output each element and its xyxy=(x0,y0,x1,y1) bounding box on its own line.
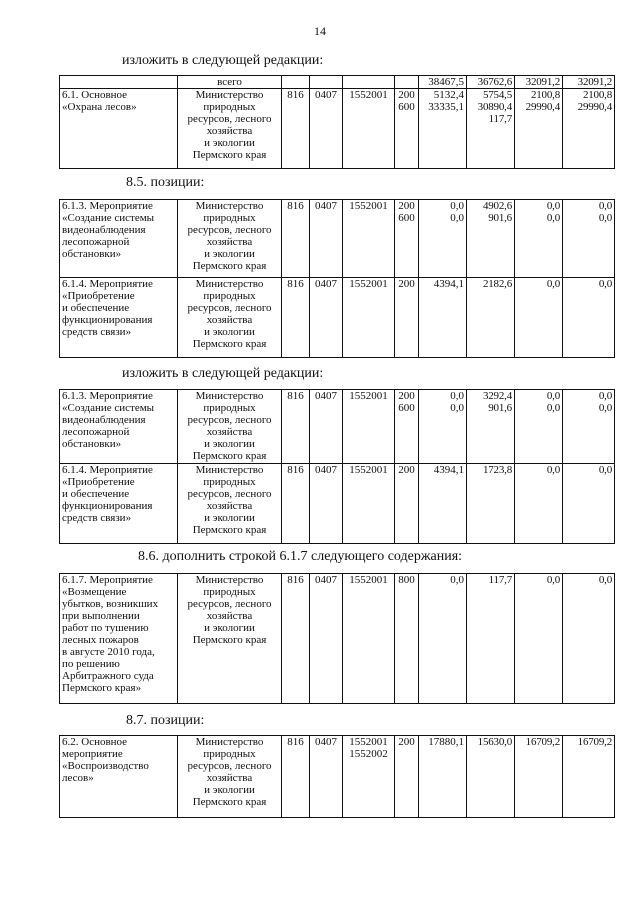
expense-type-cell: 200 xyxy=(395,464,419,544)
section-code-cell: 0407 xyxy=(310,89,343,169)
amount-cell-3: 0,0 0,0 xyxy=(515,390,563,464)
budget-table xyxy=(59,573,615,704)
amount-cell-3: 16709,2 xyxy=(515,736,563,818)
amount-cell-2: 1723,8 xyxy=(467,464,515,544)
executor-cell: Министерство природных ресурсов, лесного хозяйства и экологии Пермского края xyxy=(178,278,282,358)
amount-cell-1: 4394,1 xyxy=(419,464,467,544)
executor-cell: Министерство природных ресурсов, лесного хозяйства и экологии Пермского края xyxy=(178,390,282,464)
amount-cell-1: 4394,1 xyxy=(419,278,467,358)
target-article-cell: 1552001 xyxy=(343,464,395,544)
budget-table xyxy=(59,75,615,169)
page-number: 14 xyxy=(314,24,326,38)
grbs-code-cell: 816 xyxy=(282,574,310,704)
executor-cell: Министерство природных ресурсов, лесного хозяйства и экологии Пермского края xyxy=(178,89,282,169)
section-heading: изложить в следующей редакции: xyxy=(122,366,324,381)
executor-cell: Министерство природных ресурсов, лесного хозяйства и экологии Пермского края xyxy=(178,574,282,704)
amount-cell-4: 0,0 xyxy=(563,278,615,358)
section-code-cell: 0407 xyxy=(310,200,343,278)
measure-name-cell: 6.1.4. Мероприятие «Приобретение и обеспечение функционирования средств связи» xyxy=(60,278,178,358)
target-article-cell: 1552001 xyxy=(343,574,395,704)
grbs-code-cell: 816 xyxy=(282,736,310,818)
table-row xyxy=(60,736,615,818)
amount-cell-3: 0,0 0,0 xyxy=(515,200,563,278)
measure-name-cell: 6.1.3. Мероприятие «Создание системы видеонаблюдения лесопожарной обстановки» xyxy=(60,200,178,278)
target-article-cell xyxy=(343,76,395,89)
measure-name-cell: 6.1.3. Мероприятие «Создание системы видеонаблюдения лесопожарной обстановки» xyxy=(60,390,178,464)
measure-name-cell: 6.2. Основное мероприятие «Воспроизводство лесов» xyxy=(60,736,178,818)
budget-table xyxy=(59,735,615,818)
amount-cell-3: 32091,2 xyxy=(515,76,563,89)
grbs-code-cell: 816 xyxy=(282,278,310,358)
section-heading: 8.6. дополнить строкой 6.1.7 следующего содержания: xyxy=(138,549,463,564)
grbs-code-cell: 816 xyxy=(282,464,310,544)
executor-cell: всего xyxy=(178,76,282,89)
amount-cell-4: 0,0 xyxy=(563,574,615,704)
table-row xyxy=(60,200,615,278)
amount-cell-1: 38467,5 xyxy=(419,76,467,89)
amount-cell-3: 0,0 xyxy=(515,464,563,544)
target-article-cell: 1552001 xyxy=(343,390,395,464)
section-heading: 8.5. позиции: xyxy=(126,175,205,190)
target-article-cell: 1552001 xyxy=(343,278,395,358)
section-code-cell: 0407 xyxy=(310,574,343,704)
section-code-cell xyxy=(310,76,343,89)
expense-type-cell: 200 600 xyxy=(395,390,419,464)
amount-cell-3: 0,0 xyxy=(515,574,563,704)
section-code-cell: 0407 xyxy=(310,390,343,464)
amount-cell-2: 2182,6 xyxy=(467,278,515,358)
target-article-cell: 1552001 xyxy=(343,200,395,278)
measure-name-cell xyxy=(60,76,178,89)
expense-type-cell xyxy=(395,76,419,89)
amount-cell-2: 4902,6 901,6 xyxy=(467,200,515,278)
executor-cell: Министерство природных ресурсов, лесного хозяйства и экологии Пермского края xyxy=(178,200,282,278)
amount-cell-1: 0,0 xyxy=(419,574,467,704)
budget-table xyxy=(59,389,615,544)
expense-type-cell: 200 xyxy=(395,278,419,358)
amount-cell-4: 32091,2 xyxy=(563,76,615,89)
measure-name-cell: 6.1. Основное «Охрана лесов» xyxy=(60,89,178,169)
amount-cell-3: 2100,8 29990,4 xyxy=(515,89,563,169)
grbs-code-cell: 816 xyxy=(282,89,310,169)
table-row xyxy=(60,464,615,544)
amount-cell-1: 17880,1 xyxy=(419,736,467,818)
measure-name-cell: 6.1.7. Мероприятие «Возмещение убытков, возникших при выполнении работ по тушению лесных пожаров в августе 2010 года, по решению Арбитражного суда Пермского края» xyxy=(60,574,178,704)
table-row xyxy=(60,89,615,169)
amount-cell-2: 3292,4 901,6 xyxy=(467,390,515,464)
expense-type-cell: 200 600 xyxy=(395,89,419,169)
amount-cell-2: 5754,5 30890,4 117,7 xyxy=(467,89,515,169)
executor-cell: Министерство природных ресурсов, лесного хозяйства и экологии Пермского края xyxy=(178,736,282,818)
amount-cell-3: 0,0 xyxy=(515,278,563,358)
table-row xyxy=(60,76,615,89)
grbs-code-cell: 816 xyxy=(282,200,310,278)
grbs-code-cell: 816 xyxy=(282,390,310,464)
amount-cell-4: 0,0 xyxy=(563,464,615,544)
amount-cell-2: 36762,6 xyxy=(467,76,515,89)
target-article-cell: 1552001 xyxy=(343,89,395,169)
amount-cell-1: 5132,4 33335,1 xyxy=(419,89,467,169)
table-row xyxy=(60,390,615,464)
amount-cell-1: 0,0 0,0 xyxy=(419,390,467,464)
target-article-cell: 1552001 1552002 xyxy=(343,736,395,818)
expense-type-cell: 200 600 xyxy=(395,200,419,278)
executor-cell: Министерство природных ресурсов, лесного хозяйства и экологии Пермского края xyxy=(178,464,282,544)
section-heading: изложить в следующей редакции: xyxy=(122,53,324,68)
budget-table xyxy=(59,199,615,358)
section-code-cell: 0407 xyxy=(310,278,343,358)
amount-cell-2: 15630,0 xyxy=(467,736,515,818)
expense-type-cell: 200 xyxy=(395,736,419,818)
amount-cell-4: 0,0 0,0 xyxy=(563,200,615,278)
amount-cell-4: 2100,8 29990,4 xyxy=(563,89,615,169)
amount-cell-2: 117,7 xyxy=(467,574,515,704)
table-row xyxy=(60,574,615,704)
table-row xyxy=(60,278,615,358)
section-code-cell: 0407 xyxy=(310,464,343,544)
section-code-cell: 0407 xyxy=(310,736,343,818)
amount-cell-1: 0,0 0,0 xyxy=(419,200,467,278)
amount-cell-4: 0,0 0,0 xyxy=(563,390,615,464)
grbs-code-cell xyxy=(282,76,310,89)
measure-name-cell: 6.1.4. Мероприятие «Приобретение и обеспечение функционирования средств связи» xyxy=(60,464,178,544)
expense-type-cell: 800 xyxy=(395,574,419,704)
section-heading: 8.7. позиции: xyxy=(126,713,205,728)
amount-cell-4: 16709,2 xyxy=(563,736,615,818)
